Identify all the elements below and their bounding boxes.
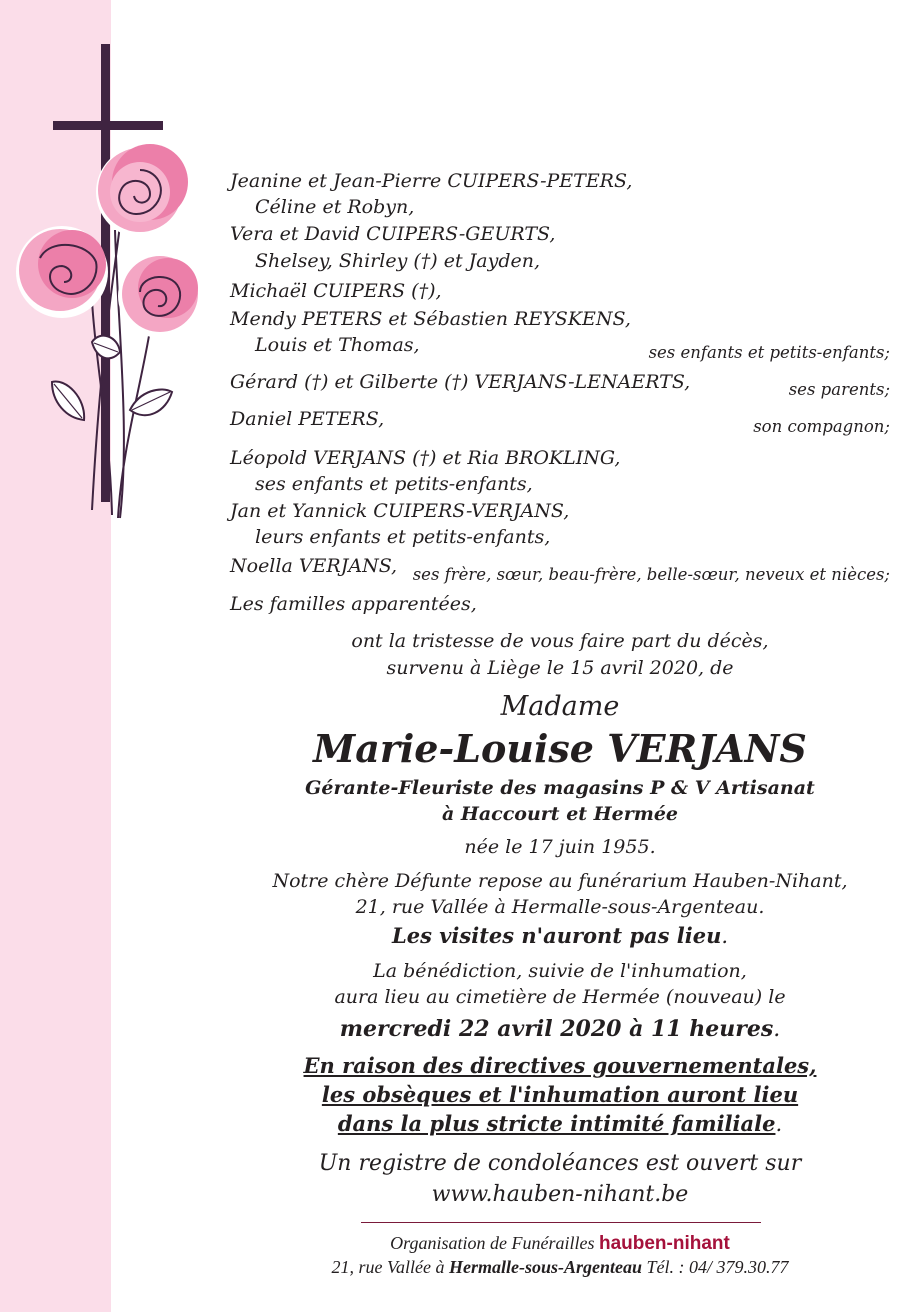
deceased-occupation-1: Gérante-Fleuriste des magasins P & V Artisanat [305,777,815,799]
rose-icon-right [118,254,202,338]
notice-text-2: les obsèques et l'inhumation auront lieu [321,1082,799,1107]
relation-partner: son compagnon; [753,417,890,436]
rest-line-2: 21, rue Vallée à Hermalle-sous-Argenteau. [355,896,765,918]
deceased-title: Madame [500,691,620,722]
cross-and-roses-ornament [0,30,220,530]
survivor-line: Gérard (†) et Gilberte (†) VERJANS-LENAERTS, [230,371,691,393]
survivor-line: Michaël CUIPERS (†), [230,280,442,302]
survivor-line: Daniel PETERS, [230,408,385,430]
ceremony-line-2: aura lieu au cimetière de Hermée (nouveau) le [334,986,786,1008]
registry-line: Un registre de condoléances est ouvert sur [318,1151,802,1176]
footer-org [200,1231,918,1256]
relation-parents: ses parents; [788,380,890,399]
footer-address [200,1255,918,1279]
survivor-line: Jeanine et Jean-Pierre CUIPERS-PETERS, [230,170,633,192]
funeral-home-logo: hauben-nihant [598,1233,730,1254]
footer-org-label: Organisation de Funérailles [390,1233,595,1253]
deceased-occupation-2: à Haccourt et Hermée [441,803,679,825]
visits-text: Les visites n'auront pas lieu [391,923,722,948]
rest-line-1: Notre chère Défunte repose au funérarium Hauben-Nihant, [272,870,848,892]
survivor-line: Léopold VERJANS (†) et Ria BROKLING, [230,447,621,469]
ceremony-line-1: La bénédiction, suivie de l'inhumation, [373,960,747,982]
survivor-line: ses enfants et petits-enfants, [255,473,533,495]
notice-text-1: En raison des directives gouvernementales, [303,1053,817,1078]
survivor-line: Vera et David CUIPERS-GEURTS, [230,223,556,245]
visits-period: . [721,924,729,948]
ceremony-date-period: . [773,1017,781,1042]
survivor-line: Noella VERJANS, [230,555,398,577]
survivor-line: Jan et Yannick CUIPERS-VERJANS, [230,500,570,522]
survivor-line: Les familles apparentées, [230,593,477,615]
notice-line-3 [200,1110,918,1138]
registry-url[interactable]: www.hauben-nihant.be [431,1182,689,1207]
relation-siblings: ses frère, sœur, beau-frère, belle-sœur, neveux et nièces; [412,565,890,584]
relation-children: ses enfants et petits-enfants; [648,343,890,362]
footer-address-prefix: 21, rue Vallée à [331,1257,445,1277]
survivor-line: Shelsey, Shirley (†) et Jayden, [255,250,541,272]
footer-city: Hermalle-sous-Argenteau [448,1257,642,1277]
notice-line-2 [200,1081,918,1109]
survivor-line: leurs enfants et petits-enfants, [255,526,551,548]
ceremony-date-text: mercredi 22 avril 2020 à 11 heures [339,1016,774,1042]
leaf-icon [52,336,172,420]
survivor-line: Mendy PETERS et Sébastien REYSKENS, [230,308,631,330]
notice-line-1 [200,1052,918,1080]
notice-text-3: dans la plus stricte intimité familiale [337,1111,776,1136]
visits-notice [200,922,918,950]
survivor-line: Louis et Thomas, [255,334,420,356]
ceremony-date [200,1014,918,1045]
deceased-birth: née le 17 juin 1955. [464,836,656,858]
announcement-line-2: survenu à Liège le 15 avril 2020, de [386,657,734,679]
rose-icon-left [16,226,108,318]
notice-period: . [775,1112,783,1136]
announcement-line-1: ont la tristesse de vous faire part du décès, [351,630,769,652]
footer-phone: Tél. : 04/ 379.30.77 [646,1257,789,1277]
footer-divider [361,1222,761,1223]
deceased-name: Marie-Louise VERJANS [313,726,807,771]
survivor-line: Céline et Robyn, [255,196,415,218]
